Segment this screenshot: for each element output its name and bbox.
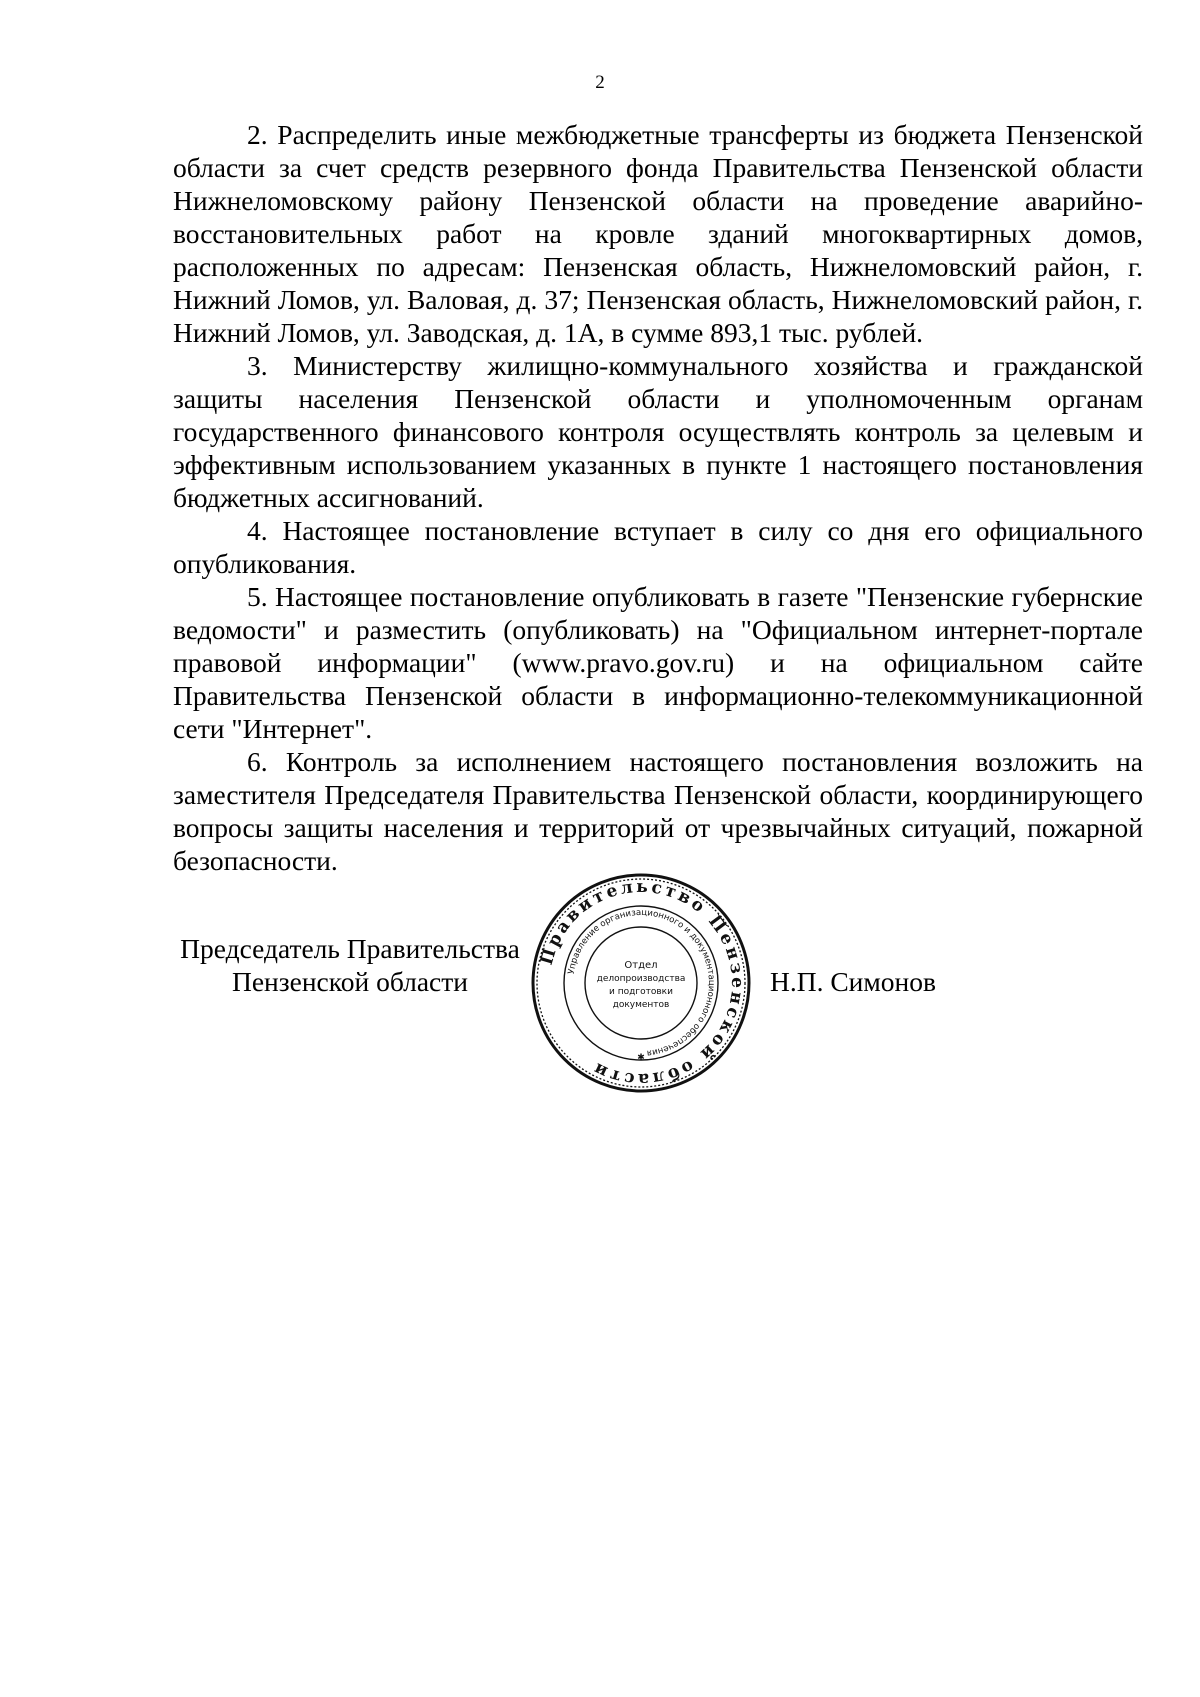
seal-center-line-3: и подготовки [609, 987, 673, 997]
paragraph-3: 3. Министерству жилищно-коммунального хозяйства и гражданской защиты населения Пензенской области и уполномоченным органам государственного финансового контроля осуществлять контроль за целевым и эффективным использованием указанных в пункте 1 настоящего постановления бюджетных ассигнований. [173, 350, 1143, 513]
signatory-position [175, 932, 525, 998]
seal-center-line-2: делопроизводства [596, 974, 686, 984]
document-body [173, 118, 1143, 877]
page-number: 2 [595, 72, 605, 93]
seal-graphic [528, 870, 754, 1096]
signatory-position-line-2: Пензенской области [231, 966, 468, 997]
official-seal [528, 870, 754, 1096]
seal-center-line-1: Отдел [624, 960, 658, 971]
paragraph-5: 5. Настоящее постановление опубликовать в газете "Пензенские губернские ведомости" и разместить (опубликовать) на "Официальном интернет-портале правовой информации" (www.pravo.gov.ru) и на официальном сайте Правительства Пензенской области в информационно-телекоммуникационной сети "Интернет". [173, 581, 1143, 744]
seal-outer-text: Правительство Пензенской области [536, 876, 748, 1090]
paragraph-4: 4. Настоящее постановление вступает в силу со дня его официального опубликования. [173, 515, 1143, 579]
seal-center-line-4: документов [612, 1000, 670, 1010]
seal-middle-text: Управление организационного и документационного обеспечения [566, 907, 717, 1058]
seal-star-icon: ✱ [637, 1053, 645, 1063]
signatory-position-line-1: Председатель Правительства [180, 933, 520, 964]
signatory-name: Н.П. Симонов [770, 966, 937, 997]
paragraph-2: 2. Распределить иные межбюджетные трансферты из бюджета Пензенской области за счет средств резервного фонда Правительства Пензенской области Нижнеломовскому району Пензенской области на проведение аварийно-восстановительных работ на кровле зданий многоквартирных домов, расположенных по адресам: Пензенская область, Нижнеломовский район, г. Нижний Ломов, ул. Валовая, д. 37; Пензенская область, Нижнеломовский район, г. Нижний Ломов, ул. Заводская, д. 1А, в сумме 893,1 тыс. рублей. [173, 119, 1143, 348]
paragraph-6: 6. Контроль за исполнением настоящего постановления возложить на заместителя Председателя Правительства Пензенской области, координирующего вопросы защиты населения и территорий от чрезвычайных ситуаций, пожарной безопасности. [173, 746, 1143, 876]
